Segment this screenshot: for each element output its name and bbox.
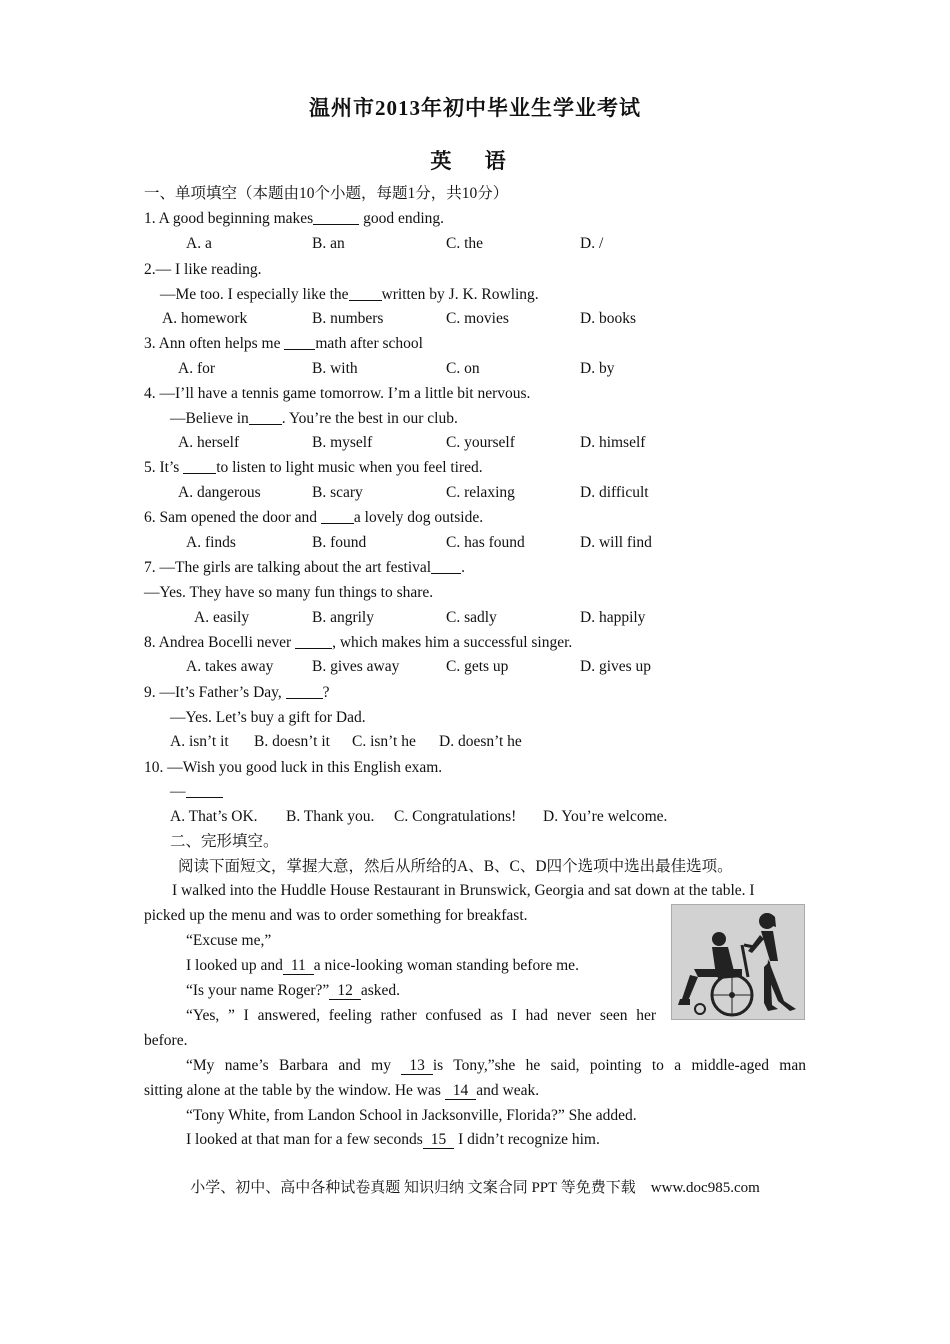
q10-text: —: [170, 783, 186, 800]
q7-option-b: B. angrily: [312, 609, 374, 626]
answer-blank: [186, 782, 223, 798]
section2-instruction: 阅读下面短文，掌握大意，然后从所给的A、B、C、D四个选项中选出最佳选项。: [178, 858, 733, 875]
q9-option-c: C. isn’t he: [352, 733, 416, 750]
q6-option-c: C. has found: [446, 534, 525, 551]
q9-option-b: B. doesn’t it: [254, 733, 330, 750]
answer-blank: [183, 458, 216, 474]
wheelchair-silhouette-image: [671, 904, 805, 1020]
q1-option-b: B. an: [312, 235, 345, 252]
passage-text: asked.: [360, 982, 400, 999]
q7-text-end: .: [461, 559, 465, 576]
passage-text: I looked up and: [186, 957, 283, 974]
q5-text: 5. It’s: [144, 459, 184, 476]
q4-reply: [170, 409, 458, 429]
q10-option-a: A. That’s OK.: [170, 808, 258, 825]
passage-line: before.: [144, 1032, 188, 1049]
q9-text: 9. —It’s Father’s Day,: [144, 684, 286, 701]
q1-option-c: C. the: [446, 235, 484, 252]
section2-heading: 二、完形填空。: [170, 833, 279, 850]
q10-reply: [170, 782, 223, 802]
q7-reply: —Yes. They have so many fun things to share.: [144, 584, 434, 601]
q7-option-c: C. sadly: [446, 609, 497, 626]
passage-line: [186, 1130, 600, 1150]
q2-option-c: C. movies: [446, 310, 509, 327]
passage-text: and weak.: [476, 1082, 540, 1099]
passage-text: “My name’s Barbara and my: [186, 1057, 402, 1074]
question-2: 2.— I like reading.: [144, 261, 262, 278]
q1-text: 1. A good beginning makes: [144, 210, 314, 227]
cloze-blank-11: 11: [283, 957, 314, 975]
passage-line: picked up the menu and was to order something for breakfast.: [144, 907, 528, 924]
question-8: [144, 633, 572, 653]
q2-reply: [160, 285, 539, 305]
q1-option-d: D. /: [580, 235, 604, 252]
question-3: [144, 334, 423, 354]
q3-option-d: D. by: [580, 360, 615, 377]
question-5: [144, 458, 483, 478]
passage-line: “Excuse me,”: [186, 932, 272, 949]
q2-option-d: D. books: [580, 310, 636, 327]
q5-option-d: D. difficult: [580, 484, 649, 501]
q1-option-a: A. a: [186, 235, 212, 252]
exam-title: 温州市2013年初中毕业生学业考试: [309, 96, 641, 120]
q3-text-end: math after school: [315, 335, 423, 352]
answer-blank: [431, 558, 461, 574]
passage-text: “Is your name Roger?”: [186, 982, 330, 999]
question-6: [144, 508, 483, 528]
q6-option-d: D. will find: [580, 534, 652, 551]
passage-text: is Tony,”she he said, pointing to a middle-aged man: [432, 1057, 806, 1074]
passage-line: [186, 1056, 806, 1076]
q9-reply: —Yes. Let’s buy a gift for Dad.: [170, 709, 366, 726]
answer-blank: [295, 633, 332, 649]
question-1: [144, 209, 444, 229]
q4-text-end: . You’re the best in our club.: [281, 410, 458, 427]
answer-blank: [321, 508, 354, 524]
q4-option-a: A. herself: [178, 434, 240, 451]
q5-option-c: C. relaxing: [446, 484, 515, 501]
q9-text-end: ?: [322, 684, 330, 701]
q8-text-end: , which makes him a successful singer.: [332, 634, 573, 651]
q8-option-b: B. gives away: [312, 658, 400, 675]
question-10: 10. —Wish you good luck in this English exam.: [144, 759, 443, 776]
answer-blank: [286, 683, 323, 699]
question-7: [144, 558, 465, 578]
q4-option-c: C. yourself: [446, 434, 515, 451]
question-4: 4. —I’ll have a tennis game tomorrow. I’m a little bit nervous.: [144, 385, 531, 402]
q8-option-d: D. gives up: [580, 658, 652, 675]
cloze-blank-12: 12: [329, 982, 361, 1000]
answer-blank: [313, 209, 359, 225]
cloze-blank-14: 14: [445, 1082, 477, 1100]
subject-title: 英 语: [430, 149, 520, 173]
passage-line: “Yes, ” I answered, feeling rather confused as I had never seen her: [186, 1007, 656, 1024]
q8-text: 8. Andrea Bocelli never: [144, 634, 296, 651]
q2-option-b: B. numbers: [312, 310, 384, 327]
question-9: [144, 683, 330, 703]
q7-option-a: A. easily: [194, 609, 250, 626]
passage-line: I walked into the Huddle House Restaurant in Brunswick, Georgia and sat down at the table. I: [172, 882, 755, 899]
q10-option-d: D. You’re welcome.: [543, 808, 668, 825]
passage-line: [186, 981, 400, 1001]
q8-option-c: C. gets up: [446, 658, 509, 675]
q5-option-a: A. dangerous: [178, 484, 261, 501]
passage-line: [186, 956, 579, 976]
q8-option-a: A. takes away: [186, 658, 274, 675]
page-footer: 小学、初中、高中各种试卷真题 知识归纳 文案合同 PPT 等免费下载 www.doc985.com: [190, 1180, 760, 1196]
passage-text: a nice-looking woman standing before me.: [313, 957, 579, 974]
q10-option-b: B. Thank you.: [286, 808, 375, 825]
answer-blank: [284, 334, 315, 350]
passage-text: I didn’t recognize him.: [454, 1131, 600, 1148]
q4-text: —Believe in: [170, 410, 249, 427]
q7-option-d: D. happily: [580, 609, 646, 626]
q2-option-a: A. homework: [162, 310, 248, 327]
passage-text: sitting alone at the table by the window. He was: [144, 1082, 445, 1099]
q1-text-end: good ending.: [359, 210, 445, 227]
passage-line: “Tony White, from Landon School in Jacksonville, Florida?” She added.: [186, 1107, 637, 1124]
q9-option-a: A. isn’t it: [170, 733, 229, 750]
q7-text: 7. —The girls are talking about the art festival: [144, 559, 432, 576]
q5-option-b: B. scary: [312, 484, 363, 501]
q3-option-b: B. with: [312, 360, 358, 377]
cloze-blank-13: 13: [401, 1057, 433, 1075]
cloze-blank-15: 15: [423, 1131, 455, 1149]
q6-text-end: a lovely dog outside.: [353, 509, 484, 526]
q6-option-b: B. found: [312, 534, 367, 551]
answer-blank: [249, 409, 282, 425]
q10-option-c: C. Congratulations!: [394, 808, 517, 825]
q3-text: 3. Ann often helps me: [144, 335, 285, 352]
q3-option-c: C. on: [446, 360, 480, 377]
q2-text-end: written by J. K. Rowling.: [381, 286, 539, 303]
q2-text: —Me too. I especially like the: [160, 286, 349, 303]
q6-text: 6. Sam opened the door and: [144, 509, 321, 526]
q6-option-a: A. finds: [186, 534, 236, 551]
q5-text-end: to listen to light music when you feel tired.: [216, 459, 483, 476]
passage-text: I looked at that man for a few seconds: [186, 1131, 423, 1148]
q3-option-a: A. for: [178, 360, 216, 377]
q4-option-d: D. himself: [580, 434, 646, 451]
answer-blank: [349, 285, 382, 301]
passage-line: [144, 1081, 539, 1101]
q9-option-d: D. doesn’t he: [439, 733, 522, 750]
section1-heading: 一、单项填空（本题由10个小题，每题1分，共10分）: [144, 185, 509, 202]
q4-option-b: B. myself: [312, 434, 373, 451]
